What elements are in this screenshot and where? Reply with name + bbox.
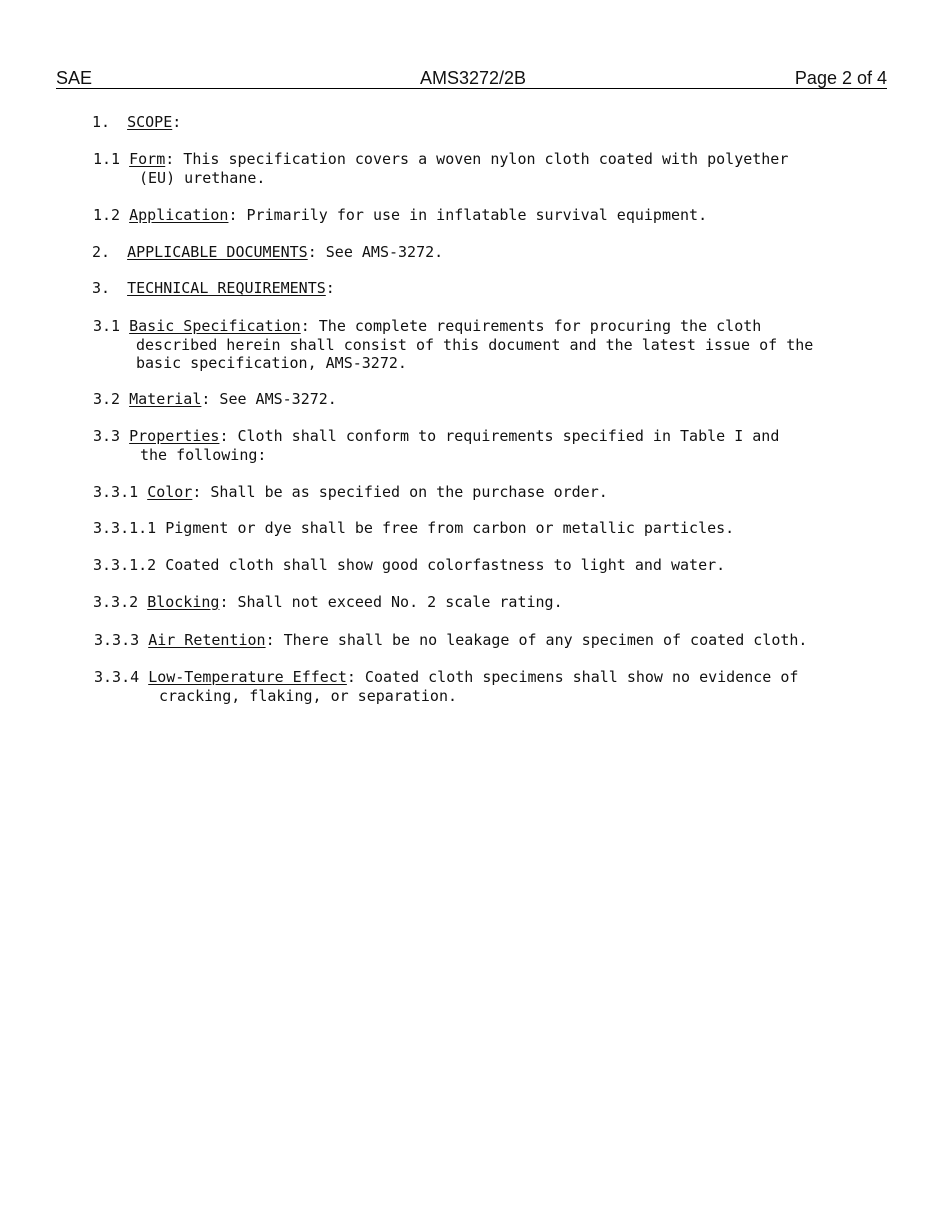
section-text: : The complete requirements for procuring the cloth: [300, 317, 762, 335]
section-text: : See AMS-3272.: [307, 243, 444, 261]
section-3-3-1-2: [93, 556, 725, 575]
section-3-3-properties: [93, 427, 779, 464]
section-1-2-application: [93, 206, 707, 225]
header-doc-number: AMS3272/2B: [420, 68, 527, 88]
section-number: 3.3.1: [93, 483, 139, 501]
section-text: : Cloth shall conform to requirements specified in Table I and: [219, 427, 780, 445]
section-number: 3.3.1.1: [93, 519, 157, 537]
section-text: Pigment or dye shall be free from carbon or metallic particles.: [165, 519, 735, 537]
section-text: : Primarily for use in inflatable survival equipment.: [228, 206, 708, 224]
section-text: : Shall not exceed No. 2 scale rating.: [219, 593, 563, 611]
section-3-3-1-1: [93, 519, 734, 538]
section-text: :: [172, 113, 182, 131]
section-number: 3.3: [93, 427, 121, 445]
header-org: SAE: [56, 68, 93, 88]
section-heading: Color: [147, 483, 193, 501]
section-text: : Shall be as specified on the purchase order.: [192, 483, 608, 501]
section-text: : See AMS-3272.: [201, 390, 337, 408]
section-number: 1.2: [93, 206, 121, 224]
section-2-applicable-documents: [92, 243, 443, 262]
section-number: 3.3.4: [94, 668, 140, 686]
section-text: : Coated cloth specimens shall show no evidence of: [346, 668, 799, 686]
section-number: 3.3.2: [93, 593, 139, 611]
section-text-continued: (EU) urethane.: [139, 168, 266, 187]
section-heading: APPLICABLE DOCUMENTS: [127, 243, 308, 261]
section-text-continued: the following:: [140, 445, 267, 464]
section-number: 1.1: [93, 150, 121, 168]
section-number: 2.: [92, 243, 111, 261]
section-number: 3.3.1.2: [93, 556, 157, 574]
section-heading: Properties: [129, 427, 220, 445]
section-3-3-4-low-temperature-effect: [94, 668, 798, 705]
section-heading: Application: [129, 206, 229, 224]
section-heading: Form: [129, 150, 166, 168]
section-text-continued: cracking, flaking, or separation.: [159, 686, 458, 705]
section-1-scope: [92, 113, 181, 132]
section-3-technical-requirements: [92, 279, 335, 298]
page-header: [56, 68, 887, 89]
section-3-1-basic-specification: [93, 317, 813, 373]
section-number: 3.2: [93, 390, 121, 408]
section-text: : There shall be no leakage of any specimen of coated cloth.: [265, 631, 808, 649]
section-3-2-material: [93, 390, 337, 409]
section-text-continued: basic specification, AMS-3272.: [136, 354, 407, 372]
section-text: :: [325, 279, 335, 297]
section-heading: Basic Specification: [129, 317, 301, 335]
section-3-3-3-air-retention: [94, 631, 807, 650]
section-heading: SCOPE: [127, 113, 173, 131]
section-heading: Low-Temperature Effect: [148, 668, 347, 686]
section-heading: Material: [129, 390, 202, 408]
section-text: Coated cloth shall show good colorfastness to light and water.: [165, 556, 726, 574]
header-page-number: Page 2 of 4: [794, 68, 887, 88]
section-heading: Air Retention: [148, 631, 266, 649]
section-number: 3.3.3: [94, 631, 140, 649]
section-number: 3.1: [93, 317, 121, 335]
section-text-continued: described herein shall consist of this document and the latest issue of the: [136, 335, 814, 354]
section-number: 3.: [92, 279, 111, 297]
section-heading: TECHNICAL REQUIREMENTS: [127, 279, 326, 297]
section-text: : This specification covers a woven nylon cloth coated with polyether: [165, 150, 789, 168]
section-1-1-form: [93, 150, 788, 187]
section-3-3-1-color: [93, 483, 608, 502]
section-heading: Blocking: [147, 593, 220, 611]
section-3-3-2-blocking: [93, 593, 563, 612]
section-number: 1.: [92, 113, 111, 131]
